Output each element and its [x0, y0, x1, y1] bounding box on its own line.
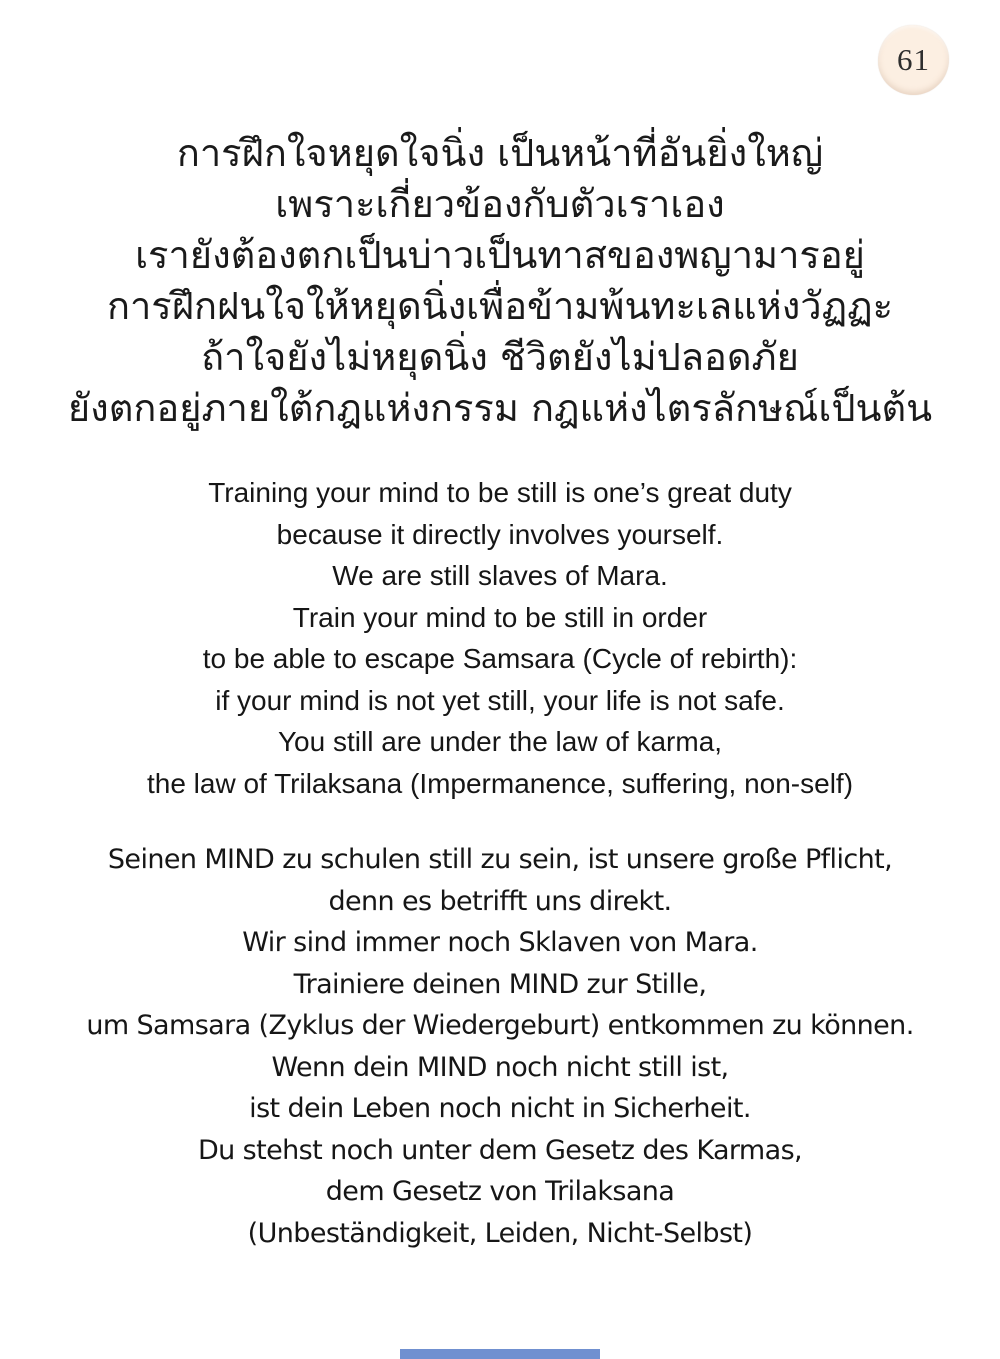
english-verse-line: if your mind is not yet still, your life is not safe.	[215, 684, 785, 716]
english-verse-line: Train your mind to be still in order	[292, 601, 708, 633]
english-verse-line: to be able to escape Samsara (Cycle of rebirth):	[202, 643, 798, 674]
thai-verse-line: ถ้าใจยังไม่หยุดนิ่ง ชีวิตยังไม่ปลอดภัย	[201, 335, 799, 379]
thai-verse-line: การฝึกฝนใจให้หยุดนิ่งเพื่อข้ามพ้นทะเลแห่งวัฏฏะ	[106, 284, 894, 328]
german-verse-line: Seinen MIND zu schulen still zu sein, ist unsere große Pflicht,	[107, 844, 893, 875]
thai-verse-line: การฝึกใจหยุดใจนิ่ง เป็นหน้าที่อันยิ่งใหญ่	[176, 131, 824, 175]
english-verse-line: We are still slaves of Mara.	[332, 560, 668, 591]
german-verse-line: dem Gesetz von Trilaksana	[325, 1176, 675, 1207]
home-indicator-bar[interactable]	[400, 1349, 600, 1359]
thai-verse-block	[0, 128, 1000, 434]
german-verse-line: Wir sind immer noch Sklaven von Mara.	[242, 927, 758, 958]
german-verse-line: Wenn dein MIND noch nicht still ist,	[271, 1051, 729, 1083]
thai-verse-line: ยังตกอยู่ภายใต้กฎแห่งกรรม กฎแห่งไตรลักษณ์เป็นต้น	[67, 386, 933, 430]
english-verse-line: You still are under the law of karma,	[277, 726, 723, 757]
german-verse-line: (Unbeständigkeit, Leiden, Nicht-Selbst)	[247, 1217, 753, 1249]
page-number-badge	[878, 25, 949, 95]
german-verse-line: Trainiere deinen MIND zur Stille,	[293, 968, 707, 1000]
german-verse-line: Du stehst noch unter dem Gesetz des Karmas,	[197, 1134, 803, 1166]
german-verse-line: ist dein Leben noch nicht in Sicherheit.	[249, 1093, 751, 1124]
thai-verse-line: เรายังต้องตกเป็นบ่าวเป็นทาสของพญามารอยู่	[135, 233, 865, 277]
english-verse-line: because it directly involves yourself.	[276, 518, 724, 550]
german-verse-block	[0, 839, 1000, 1254]
english-verse-block	[0, 472, 1000, 804]
english-verse-line: Training your mind to be still is one’s great duty	[208, 477, 792, 508]
german-verse-line: denn es betrifft uns direkt.	[328, 885, 672, 917]
thai-verse-line: เพราะเกี่ยวข้องกับตัวเราเอง	[275, 182, 725, 226]
page-number: 61	[897, 42, 930, 77]
german-verse-line: um Samsara (Zyklus der Wiedergeburt) entkommen zu können.	[86, 1010, 914, 1041]
english-verse-line: the law of Trilaksana (Impermanence, suffering, non-self)	[146, 767, 854, 799]
